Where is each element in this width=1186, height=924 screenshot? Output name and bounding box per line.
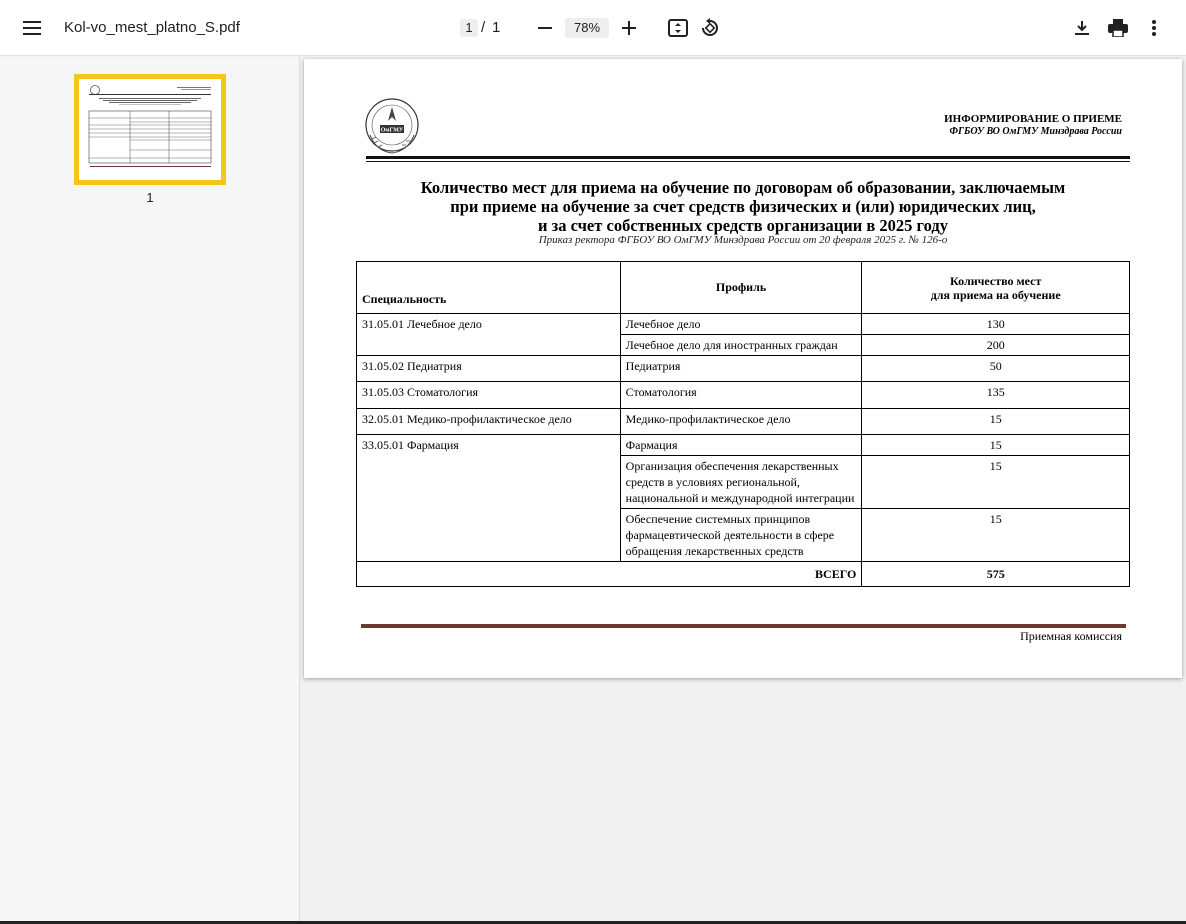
document-viewer (300, 57, 1186, 921)
page-thumbnail[interactable] (74, 74, 226, 185)
table-row (357, 409, 1130, 435)
thumbnail-sidebar (0, 57, 300, 921)
rotate-icon[interactable] (696, 14, 724, 42)
cell-profile: Стоматология (620, 382, 862, 409)
doc-title-line-3: и за счет собственных средств организации в 2025 году (538, 216, 948, 235)
col-specialty-header: Специальность (357, 262, 621, 314)
cell-profile: Лечебное дело для иностранных граждан (620, 335, 862, 356)
table-row (357, 356, 1130, 382)
cell-profile: Лечебное дело (620, 314, 862, 335)
cell-count: 135 (862, 382, 1130, 409)
cell-count: 130 (862, 314, 1130, 335)
cell-count: 15 (862, 509, 1130, 562)
cell-count: 15 (862, 456, 1130, 509)
cell-count: 200 (862, 335, 1130, 356)
download-icon[interactable] (1068, 14, 1096, 42)
places-table (356, 261, 1130, 587)
menu-icon[interactable] (18, 14, 46, 42)
university-seal-icon (362, 95, 422, 159)
footer-text: Приемная комиссия (1020, 629, 1122, 643)
cell-profile: Фармация (620, 435, 862, 456)
more-options-icon[interactable] (1140, 14, 1168, 42)
total-value: 575 (862, 562, 1130, 587)
header-rule-thin (366, 161, 1130, 162)
table-total-row (357, 562, 1130, 587)
zoom-input[interactable]: 78% (565, 18, 609, 38)
cell-count: 15 (862, 409, 1130, 435)
footer-rule (361, 624, 1126, 628)
header-rule (366, 156, 1130, 159)
doc-title-line-2: при приеме на обучение за счет средств физических и (или) юридических лиц, (450, 197, 1036, 216)
cell-specialty: 33.05.01 Фармация (357, 435, 621, 562)
page-number-input[interactable]: 1 (460, 19, 478, 37)
doc-subtitle: Приказ ректора ФГБОУ ВО ОмГМУ Минздрава России от 20 февраля 2025 г. № 126-о (538, 234, 948, 246)
zoom-out-icon[interactable] (531, 14, 559, 42)
thumbnail-page-number: 1 (146, 190, 154, 205)
fit-page-icon[interactable] (664, 14, 692, 42)
cell-specialty: 31.05.03 Стоматология (357, 382, 621, 409)
seal-text: ОмГМУ (380, 127, 404, 134)
header-line-1: ИНФОРМИРОВАНИЕ О ПРИЕМЕ (944, 113, 1122, 125)
doc-title-line-1: Количество мест для приема на обучение по договорам об образовании, заключаемым (420, 178, 1066, 197)
table-row (357, 314, 1130, 335)
cell-profile: Медико-профилактическое дело (620, 409, 862, 435)
cell-count: 50 (862, 356, 1130, 382)
cell-specialty: 31.05.02 Педиатрия (357, 356, 621, 382)
pdf-page (304, 59, 1182, 678)
total-label: ВСЕГО (357, 562, 862, 587)
table-row (357, 435, 1130, 456)
page-separator: / (481, 19, 486, 36)
col-count-header-line-1: Количество мест (950, 273, 1042, 288)
col-profile-header: Профиль (620, 262, 862, 314)
table-header-row (357, 262, 1130, 314)
cell-specialty: 31.05.01 Лечебное дело (357, 314, 621, 356)
cell-specialty: 32.05.01 Медико-профилактическое дело (357, 409, 621, 435)
zoom-in-icon[interactable] (615, 14, 643, 42)
cell-profile: Педиатрия (620, 356, 862, 382)
cell-profile: Организация обеспечения лекарственных средств в условиях региональной, национальной и международной интеграции (620, 456, 862, 509)
print-icon[interactable] (1104, 14, 1132, 42)
col-count-header (862, 262, 1130, 314)
toolbar (0, 0, 1186, 56)
page-total: 1 (492, 19, 501, 36)
document-title: Kol-vo_mest_platno_S.pdf (64, 19, 240, 36)
table-row (357, 382, 1130, 409)
header-line-2: ФГБОУ ВО ОмГМУ Минздрава России (949, 126, 1122, 137)
cell-count: 15 (862, 435, 1130, 456)
cell-profile: Обеспечение системных принципов фармацевтической деятельности в сфере обращения лекарственных средств (620, 509, 862, 562)
col-count-header-line-2: для приема на обучение (930, 287, 1061, 302)
